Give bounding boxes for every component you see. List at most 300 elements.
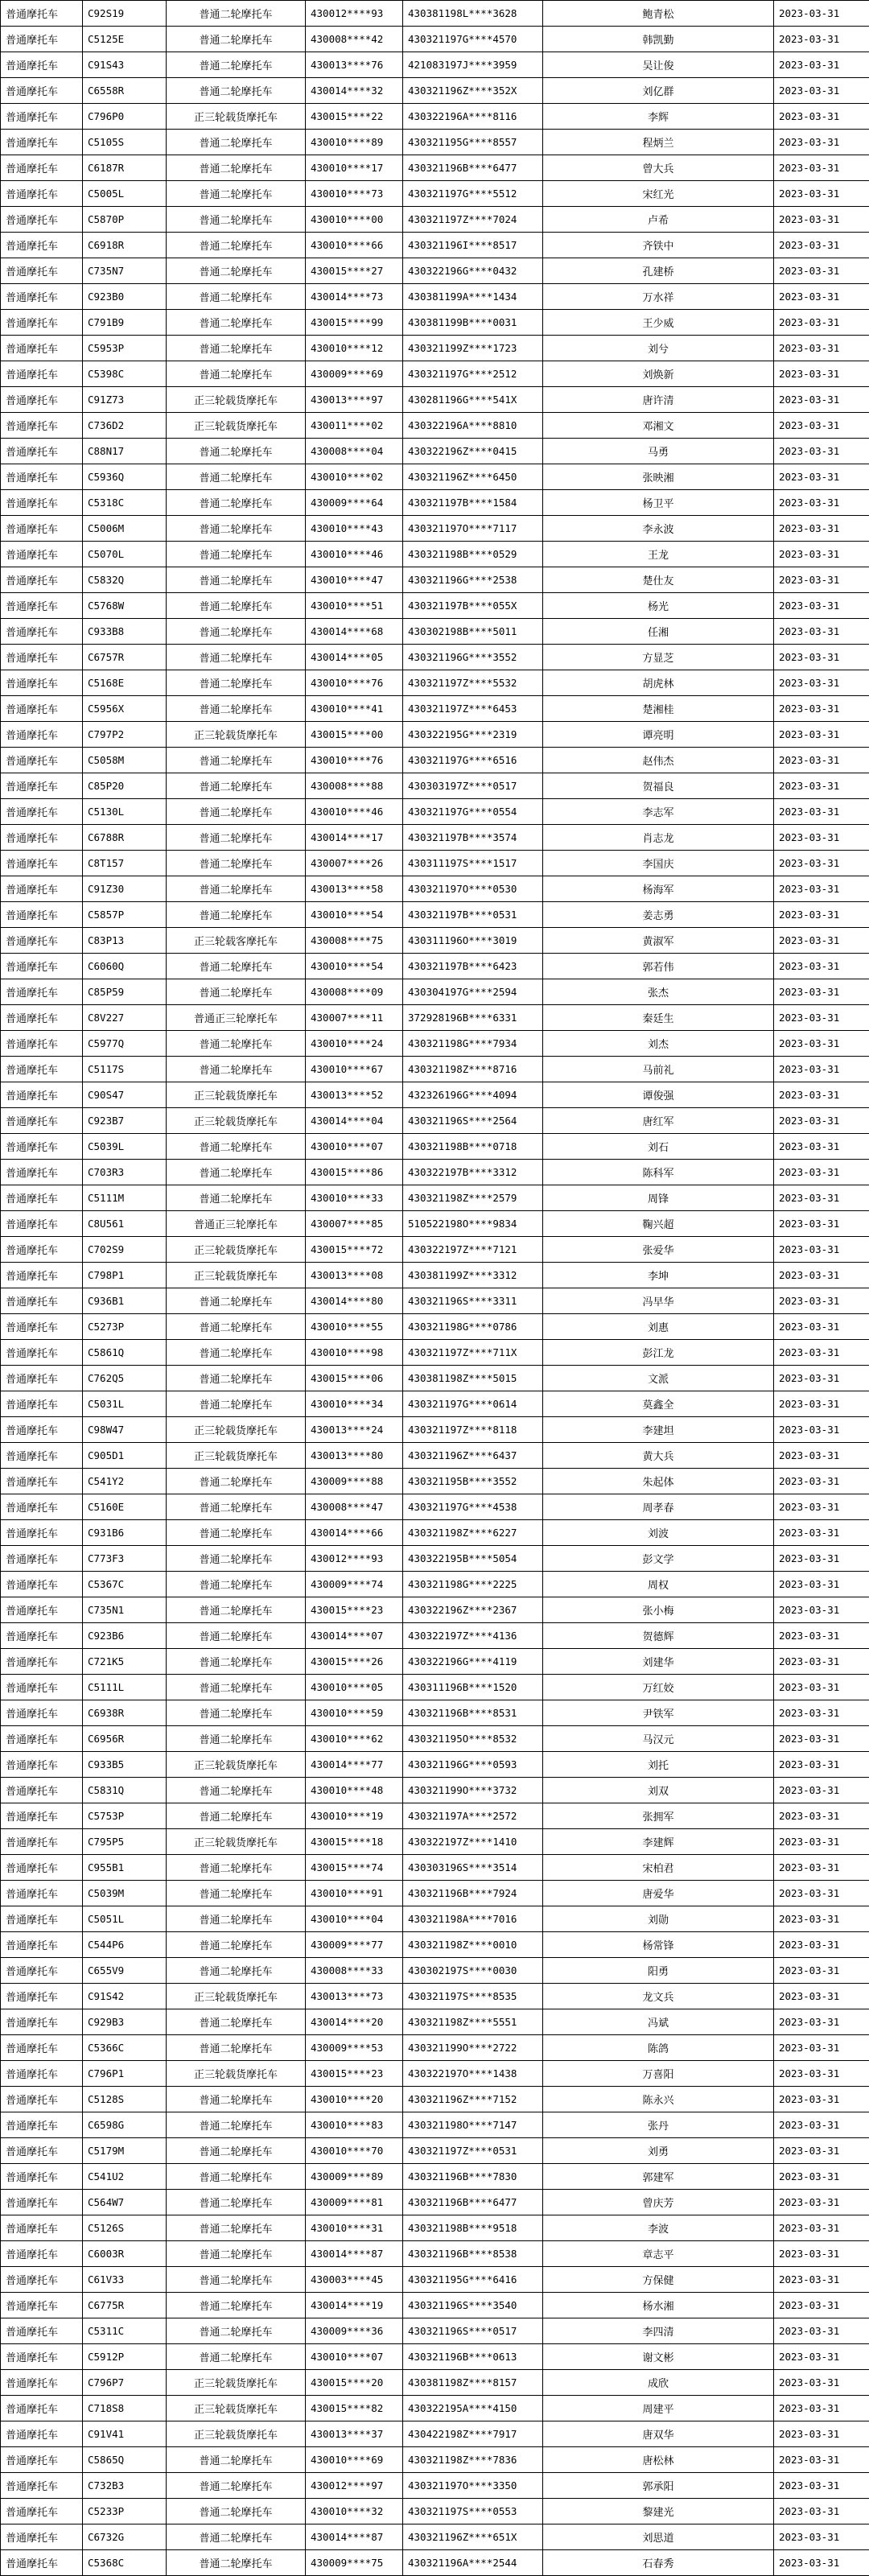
cell-licence-type: 普通摩托车 — [1, 2447, 83, 2473]
cell-date: 2023-03-31 — [774, 2215, 869, 2241]
cell-cert-no: 430009****69 — [306, 361, 403, 387]
table-row — [1, 464, 869, 490]
cell-vehicle-kind: 普通二轮摩托车 — [167, 1494, 306, 1520]
cell-vehicle-kind: 普通二轮摩托车 — [167, 1366, 306, 1391]
cell-id-no: 430321196Z****6450 — [403, 464, 543, 490]
cell-date: 2023-03-31 — [774, 1932, 869, 1958]
cell-id-no: 430321196G****2538 — [403, 567, 543, 593]
cell-cert-no: 430010****31 — [306, 2215, 403, 2241]
cell-date: 2023-03-31 — [774, 2421, 869, 2447]
cell-id-no: 430303197Z****0517 — [403, 773, 543, 799]
cell-owner-name: 邓湘文 — [543, 413, 774, 439]
cell-id-no: 430322197Z****1410 — [403, 1829, 543, 1855]
cell-cert-no: 430012****97 — [306, 2473, 403, 2499]
cell-licence-type: 普通摩托车 — [1, 490, 83, 516]
cell-vehicle-kind: 普通二轮摩托车 — [167, 2473, 306, 2499]
cell-plate: C5179M — [83, 2138, 167, 2164]
cell-cert-no: 430008****75 — [306, 928, 403, 954]
cell-licence-type: 普通摩托车 — [1, 1803, 83, 1829]
cell-cert-no: 430010****69 — [306, 2447, 403, 2473]
cell-plate: C923B6 — [83, 1623, 167, 1649]
cell-vehicle-kind: 普通二轮摩托车 — [167, 258, 306, 284]
cell-cert-no: 430010****83 — [306, 2112, 403, 2138]
cell-id-no: 430321198B****9518 — [403, 2215, 543, 2241]
cell-vehicle-kind: 普通二轮摩托车 — [167, 207, 306, 233]
cell-owner-name: 文派 — [543, 1366, 774, 1391]
table-row — [1, 1340, 869, 1366]
cell-licence-type: 普通摩托车 — [1, 1211, 83, 1237]
cell-date: 2023-03-31 — [774, 1803, 869, 1829]
cell-vehicle-kind: 普通二轮摩托车 — [167, 439, 306, 464]
cell-cert-no: 430010****00 — [306, 207, 403, 233]
cell-licence-type: 普通摩托车 — [1, 696, 83, 722]
cell-plate: C5956X — [83, 696, 167, 722]
cell-id-no: 430322196G****4119 — [403, 1649, 543, 1675]
cell-date: 2023-03-31 — [774, 1623, 869, 1649]
table-row — [1, 1417, 869, 1443]
cell-owner-name: 马前礼 — [543, 1057, 774, 1082]
cell-plate: C5861Q — [83, 1340, 167, 1366]
cell-licence-type: 普通摩托车 — [1, 1417, 83, 1443]
cell-licence-type: 普通摩托车 — [1, 2318, 83, 2344]
cell-plate: C796P7 — [83, 2370, 167, 2396]
table-row — [1, 1623, 869, 1649]
cell-plate: C796P1 — [83, 2061, 167, 2087]
cell-plate: C91S42 — [83, 1984, 167, 2009]
table-row — [1, 2344, 869, 2370]
cell-date: 2023-03-31 — [774, 2524, 869, 2550]
cell-cert-no: 430010****47 — [306, 567, 403, 593]
cell-cert-no: 430010****76 — [306, 670, 403, 696]
cell-licence-type: 普通摩托车 — [1, 1108, 83, 1134]
cell-date: 2023-03-31 — [774, 2035, 869, 2061]
cell-id-no: 430321196B****6477 — [403, 155, 543, 181]
cell-vehicle-kind: 普通二轮摩托车 — [167, 1597, 306, 1623]
cell-plate: C6558R — [83, 78, 167, 104]
cell-cert-no: 430008****09 — [306, 979, 403, 1005]
cell-owner-name: 龙文兵 — [543, 1984, 774, 2009]
cell-owner-name: 彭江龙 — [543, 1340, 774, 1366]
cell-cert-no: 430009****89 — [306, 2164, 403, 2190]
cell-id-no: 430321196G****0593 — [403, 1752, 543, 1778]
cell-id-no: 430321197Z****711X — [403, 1340, 543, 1366]
cell-date: 2023-03-31 — [774, 542, 869, 567]
table-row — [1, 155, 869, 181]
cell-id-no: 430321196B****7924 — [403, 1881, 543, 1906]
cell-owner-name: 杨卫平 — [543, 490, 774, 516]
cell-plate: C92S19 — [83, 1, 167, 27]
cell-plate: C732B3 — [83, 2473, 167, 2499]
cell-licence-type: 普通摩托车 — [1, 1700, 83, 1726]
cell-cert-no: 430010****91 — [306, 1881, 403, 1906]
table-row — [1, 954, 869, 979]
cell-owner-name: 张杰 — [543, 979, 774, 1005]
cell-id-no: 430281196G****541X — [403, 387, 543, 413]
cell-owner-name: 刘杰 — [543, 1031, 774, 1057]
table-row — [1, 1984, 869, 2009]
cell-date: 2023-03-31 — [774, 722, 869, 748]
cell-vehicle-kind: 普通二轮摩托车 — [167, 284, 306, 310]
cell-owner-name: 张爱华 — [543, 1237, 774, 1263]
cell-cert-no: 430015****23 — [306, 1597, 403, 1623]
cell-plate: C5832Q — [83, 567, 167, 593]
table-row — [1, 1134, 869, 1160]
cell-date: 2023-03-31 — [774, 104, 869, 130]
cell-owner-name: 刘兮 — [543, 336, 774, 361]
cell-owner-name: 郭若伟 — [543, 954, 774, 979]
table-row — [1, 1649, 869, 1675]
cell-plate: C541U2 — [83, 2164, 167, 2190]
cell-plate: C735N1 — [83, 1597, 167, 1623]
cell-licence-type: 普通摩托车 — [1, 2473, 83, 2499]
cell-owner-name: 唐双华 — [543, 2421, 774, 2447]
cell-plate: C5117S — [83, 1057, 167, 1082]
table-row — [1, 1829, 869, 1855]
cell-id-no: 430321196G****3552 — [403, 645, 543, 670]
cell-owner-name: 黎建光 — [543, 2499, 774, 2524]
cell-owner-name: 冯斌 — [543, 2009, 774, 2035]
table-row — [1, 233, 869, 258]
cell-licence-type: 普通摩托车 — [1, 1185, 83, 1211]
cell-date: 2023-03-31 — [774, 1906, 869, 1932]
cell-licence-type: 普通摩托车 — [1, 1932, 83, 1958]
cell-licence-type: 普通摩托车 — [1, 1597, 83, 1623]
cell-id-no: 430321197Z****7024 — [403, 207, 543, 233]
cell-vehicle-kind: 普通二轮摩托车 — [167, 1185, 306, 1211]
cell-plate: C5831Q — [83, 1778, 167, 1803]
cell-cert-no: 430010****34 — [306, 1391, 403, 1417]
cell-cert-no: 430015****20 — [306, 2370, 403, 2396]
cell-owner-name: 杨光 — [543, 593, 774, 619]
cell-licence-type: 普通摩托车 — [1, 78, 83, 104]
cell-owner-name: 马汉元 — [543, 1726, 774, 1752]
table-row — [1, 1108, 869, 1134]
cell-id-no: 430321197B****3574 — [403, 825, 543, 851]
table-row — [1, 2524, 869, 2550]
cell-plate: C5273P — [83, 1314, 167, 1340]
cell-plate: C5126S — [83, 2215, 167, 2241]
cell-cert-no: 430014****04 — [306, 1108, 403, 1134]
table-row — [1, 1881, 869, 1906]
cell-owner-name: 刘焕新 — [543, 361, 774, 387]
cell-plate: C5753P — [83, 1803, 167, 1829]
cell-date: 2023-03-31 — [774, 1160, 869, 1185]
cell-date: 2023-03-31 — [774, 439, 869, 464]
cell-owner-name: 朱起体 — [543, 1469, 774, 1494]
cell-plate: C762Q5 — [83, 1366, 167, 1391]
table-row — [1, 1160, 869, 1185]
cell-owner-name: 方显芝 — [543, 645, 774, 670]
cell-vehicle-kind: 普通二轮摩托车 — [167, 1, 306, 27]
cell-vehicle-kind: 普通二轮摩托车 — [167, 2499, 306, 2524]
cell-plate: C5168E — [83, 670, 167, 696]
cell-owner-name: 刘托 — [543, 1752, 774, 1778]
cell-owner-name: 刘思道 — [543, 2524, 774, 2550]
cell-vehicle-kind: 普通二轮摩托车 — [167, 1906, 306, 1932]
cell-date: 2023-03-31 — [774, 1829, 869, 1855]
table-row — [1, 645, 869, 670]
cell-date: 2023-03-31 — [774, 2190, 869, 2215]
cell-owner-name: 曾庆芳 — [543, 2190, 774, 2215]
cell-date: 2023-03-31 — [774, 1, 869, 27]
cell-owner-name: 成欣 — [543, 2370, 774, 2396]
cell-id-no: 430321197G****4538 — [403, 1494, 543, 1520]
cell-owner-name: 周锋 — [543, 1185, 774, 1211]
cell-licence-type: 普通摩托车 — [1, 2215, 83, 2241]
cell-owner-name: 唐松林 — [543, 2447, 774, 2473]
cell-id-no: 430321198Z****5551 — [403, 2009, 543, 2035]
cell-plate: C6003R — [83, 2241, 167, 2267]
cell-id-no: 430321197G****4570 — [403, 27, 543, 52]
cell-cert-no: 430015****00 — [306, 722, 403, 748]
cell-id-no: 421083197J****3959 — [403, 52, 543, 78]
cell-licence-type: 普通摩托车 — [1, 130, 83, 155]
cell-owner-name: 王龙 — [543, 542, 774, 567]
cell-plate: C5865Q — [83, 2447, 167, 2473]
table-row — [1, 619, 869, 645]
cell-licence-type: 普通摩托车 — [1, 2138, 83, 2164]
table-row — [1, 670, 869, 696]
cell-owner-name: 程炳兰 — [543, 130, 774, 155]
cell-id-no: 430321199O****2722 — [403, 2035, 543, 2061]
cell-id-no: 430322197O****1438 — [403, 2061, 543, 2087]
cell-cert-no: 430010****24 — [306, 1031, 403, 1057]
cell-owner-name: 黄大兵 — [543, 1443, 774, 1469]
cell-vehicle-kind: 正三轮载货摩托车 — [167, 387, 306, 413]
cell-date: 2023-03-31 — [774, 1108, 869, 1134]
cell-owner-name: 冯早华 — [543, 1288, 774, 1314]
cell-vehicle-kind: 普通二轮摩托车 — [167, 490, 306, 516]
table-row — [1, 439, 869, 464]
table-row — [1, 1443, 869, 1469]
cell-vehicle-kind: 普通二轮摩托车 — [167, 1546, 306, 1572]
cell-date: 2023-03-31 — [774, 1649, 869, 1675]
cell-owner-name: 章志平 — [543, 2241, 774, 2267]
cell-cert-no: 430008****33 — [306, 1958, 403, 1984]
cell-vehicle-kind: 普通二轮摩托车 — [167, 2267, 306, 2293]
cell-vehicle-kind: 正三轮载货摩托车 — [167, 722, 306, 748]
cell-cert-no: 430014****07 — [306, 1623, 403, 1649]
cell-licence-type: 普通摩托车 — [1, 1494, 83, 1520]
cell-licence-type: 普通摩托车 — [1, 1031, 83, 1057]
cell-cert-no: 430014****73 — [306, 284, 403, 310]
cell-cert-no: 430013****58 — [306, 876, 403, 902]
cell-cert-no: 430010****89 — [306, 130, 403, 155]
cell-cert-no: 430015****74 — [306, 1855, 403, 1881]
cell-licence-type: 普通摩托车 — [1, 387, 83, 413]
cell-cert-no: 430015****23 — [306, 2061, 403, 2087]
cell-plate: C85P20 — [83, 773, 167, 799]
cell-vehicle-kind: 正三轮载客摩托车 — [167, 928, 306, 954]
cell-vehicle-kind: 正三轮载货摩托车 — [167, 1984, 306, 2009]
cell-vehicle-kind: 普通二轮摩托车 — [167, 542, 306, 567]
cell-licence-type: 普通摩托车 — [1, 825, 83, 851]
cell-owner-name: 宋红光 — [543, 181, 774, 207]
cell-id-no: 430321197B****1584 — [403, 490, 543, 516]
cell-licence-type: 普通摩托车 — [1, 2550, 83, 2576]
cell-vehicle-kind: 正三轮载货摩托车 — [167, 2421, 306, 2447]
cell-id-no: 430321198O****7147 — [403, 2112, 543, 2138]
cell-owner-name: 莫鑫全 — [543, 1391, 774, 1417]
table-row — [1, 979, 869, 1005]
cell-cert-no: 430007****85 — [306, 1211, 403, 1237]
table-row — [1, 310, 869, 336]
cell-licence-type: 普通摩托车 — [1, 104, 83, 130]
cell-plate: C923B7 — [83, 1108, 167, 1134]
cell-plate: C5367C — [83, 1572, 167, 1597]
cell-licence-type: 普通摩托车 — [1, 258, 83, 284]
cell-date: 2023-03-31 — [774, 645, 869, 670]
table-row — [1, 2241, 869, 2267]
cell-date: 2023-03-31 — [774, 1494, 869, 1520]
cell-date: 2023-03-31 — [774, 2396, 869, 2421]
cell-cert-no: 430010****98 — [306, 1340, 403, 1366]
cell-owner-name: 秦廷生 — [543, 1005, 774, 1031]
cell-date: 2023-03-31 — [774, 1675, 869, 1700]
table-row — [1, 1906, 869, 1932]
cell-licence-type: 普通摩托车 — [1, 2396, 83, 2421]
cell-id-no: 430381199Z****3312 — [403, 1263, 543, 1288]
cell-plate: C5977Q — [83, 1031, 167, 1057]
cell-id-no: 430422198Z****7917 — [403, 2421, 543, 2447]
cell-cert-no: 430009****74 — [306, 1572, 403, 1597]
cell-id-no: 430302197S****0030 — [403, 1958, 543, 1984]
cell-licence-type: 普通摩托车 — [1, 464, 83, 490]
cell-plate: C702S9 — [83, 1237, 167, 1263]
cell-owner-name: 黄淑军 — [543, 928, 774, 954]
cell-cert-no: 430014****68 — [306, 619, 403, 645]
cell-date: 2023-03-31 — [774, 1597, 869, 1623]
cell-plate: C61V33 — [83, 2267, 167, 2293]
cell-owner-name: 谭俊强 — [543, 1082, 774, 1108]
cell-owner-name: 刘双 — [543, 1778, 774, 1803]
cell-id-no: 430321196Z****352X — [403, 78, 543, 104]
cell-owner-name: 刘波 — [543, 1520, 774, 1546]
cell-plate: C929B3 — [83, 2009, 167, 2035]
cell-licence-type: 普通摩托车 — [1, 670, 83, 696]
cell-id-no: 430321196I****8517 — [403, 233, 543, 258]
cell-date: 2023-03-31 — [774, 1417, 869, 1443]
cell-cert-no: 430009****36 — [306, 2318, 403, 2344]
table-row — [1, 876, 869, 902]
cell-plate: C5311C — [83, 2318, 167, 2344]
cell-id-no: 430321197Z****0531 — [403, 2138, 543, 2164]
cell-owner-name: 任湘 — [543, 619, 774, 645]
cell-plate: C8U561 — [83, 1211, 167, 1237]
cell-plate: C88N17 — [83, 439, 167, 464]
table-row — [1, 387, 869, 413]
cell-plate: C931B6 — [83, 1520, 167, 1546]
table-row — [1, 1546, 869, 1572]
cell-date: 2023-03-31 — [774, 2293, 869, 2318]
cell-cert-no: 430008****04 — [306, 439, 403, 464]
cell-licence-type: 普通摩托车 — [1, 361, 83, 387]
cell-cert-no: 430015****72 — [306, 1237, 403, 1263]
table-row — [1, 696, 869, 722]
table-row — [1, 2421, 869, 2447]
cell-id-no: 430321196S****0517 — [403, 2318, 543, 2344]
cell-owner-name: 赵伟杰 — [543, 748, 774, 773]
cell-cert-no: 430010****76 — [306, 748, 403, 773]
cell-owner-name: 孔建桥 — [543, 258, 774, 284]
table-row — [1, 1057, 869, 1082]
cell-plate: C5160E — [83, 1494, 167, 1520]
cell-id-no: 430321197B****0531 — [403, 902, 543, 928]
cell-date: 2023-03-31 — [774, 490, 869, 516]
cell-vehicle-kind: 普通二轮摩托车 — [167, 2447, 306, 2473]
table-row — [1, 722, 869, 748]
table-row — [1, 1237, 869, 1263]
cell-id-no: 430381199B****0031 — [403, 310, 543, 336]
table-row — [1, 2138, 869, 2164]
cell-cert-no: 430015****27 — [306, 258, 403, 284]
cell-vehicle-kind: 普通二轮摩托车 — [167, 773, 306, 799]
cell-vehicle-kind: 普通二轮摩托车 — [167, 1855, 306, 1881]
cell-cert-no: 430012****93 — [306, 1, 403, 27]
cell-owner-name: 谭亮明 — [543, 722, 774, 748]
table-row — [1, 2396, 869, 2421]
cell-licence-type: 普通摩托车 — [1, 2370, 83, 2396]
table-row — [1, 2035, 869, 2061]
cell-licence-type: 普通摩托车 — [1, 619, 83, 645]
cell-licence-type: 普通摩托车 — [1, 851, 83, 876]
cell-plate: C735N7 — [83, 258, 167, 284]
cell-owner-name: 周孝春 — [543, 1494, 774, 1520]
cell-cert-no: 430010****04 — [306, 1906, 403, 1932]
table-row — [1, 593, 869, 619]
cell-plate: C6775R — [83, 2293, 167, 2318]
cell-licence-type: 普通摩托车 — [1, 1752, 83, 1778]
cell-vehicle-kind: 普通二轮摩托车 — [167, 748, 306, 773]
table-row — [1, 2550, 869, 2576]
cell-date: 2023-03-31 — [774, 2138, 869, 2164]
cell-cert-no: 430013****76 — [306, 52, 403, 78]
cell-plate: C5058M — [83, 748, 167, 773]
cell-id-no: 430311196B****1520 — [403, 1675, 543, 1700]
cell-id-no: 430321196Z****651X — [403, 2524, 543, 2550]
cell-cert-no: 430013****97 — [306, 387, 403, 413]
cell-vehicle-kind: 普通二轮摩托车 — [167, 155, 306, 181]
cell-licence-type: 普通摩托车 — [1, 2087, 83, 2112]
cell-date: 2023-03-31 — [774, 1546, 869, 1572]
cell-id-no: 430321198A****7016 — [403, 1906, 543, 1932]
cell-licence-type: 普通摩托车 — [1, 207, 83, 233]
cell-owner-name: 贺福良 — [543, 773, 774, 799]
cell-plate: C703R3 — [83, 1160, 167, 1185]
cell-vehicle-kind: 正三轮载货摩托车 — [167, 1108, 306, 1134]
cell-date: 2023-03-31 — [774, 233, 869, 258]
cell-owner-name: 吴让俊 — [543, 52, 774, 78]
cell-id-no: 430322195A****4150 — [403, 2396, 543, 2421]
cell-vehicle-kind: 普通正三轮摩托车 — [167, 1211, 306, 1237]
cell-vehicle-kind: 普通二轮摩托车 — [167, 2190, 306, 2215]
cell-id-no: 430321197Z****6453 — [403, 696, 543, 722]
table-row — [1, 413, 869, 439]
cell-licence-type: 普通摩托车 — [1, 1572, 83, 1597]
cell-date: 2023-03-31 — [774, 2447, 869, 2473]
cell-vehicle-kind: 普通二轮摩托车 — [167, 1520, 306, 1546]
cell-id-no: 430321198Z****8716 — [403, 1057, 543, 1082]
cell-plate: C85P59 — [83, 979, 167, 1005]
cell-vehicle-kind: 普通二轮摩托车 — [167, 1803, 306, 1829]
cell-licence-type: 普通摩托车 — [1, 928, 83, 954]
cell-vehicle-kind: 普通二轮摩托车 — [167, 361, 306, 387]
cell-licence-type: 普通摩托车 — [1, 902, 83, 928]
cell-vehicle-kind: 普通二轮摩托车 — [167, 2164, 306, 2190]
cell-licence-type: 普通摩托车 — [1, 799, 83, 825]
cell-licence-type: 普通摩托车 — [1, 722, 83, 748]
cell-date: 2023-03-31 — [774, 2241, 869, 2267]
